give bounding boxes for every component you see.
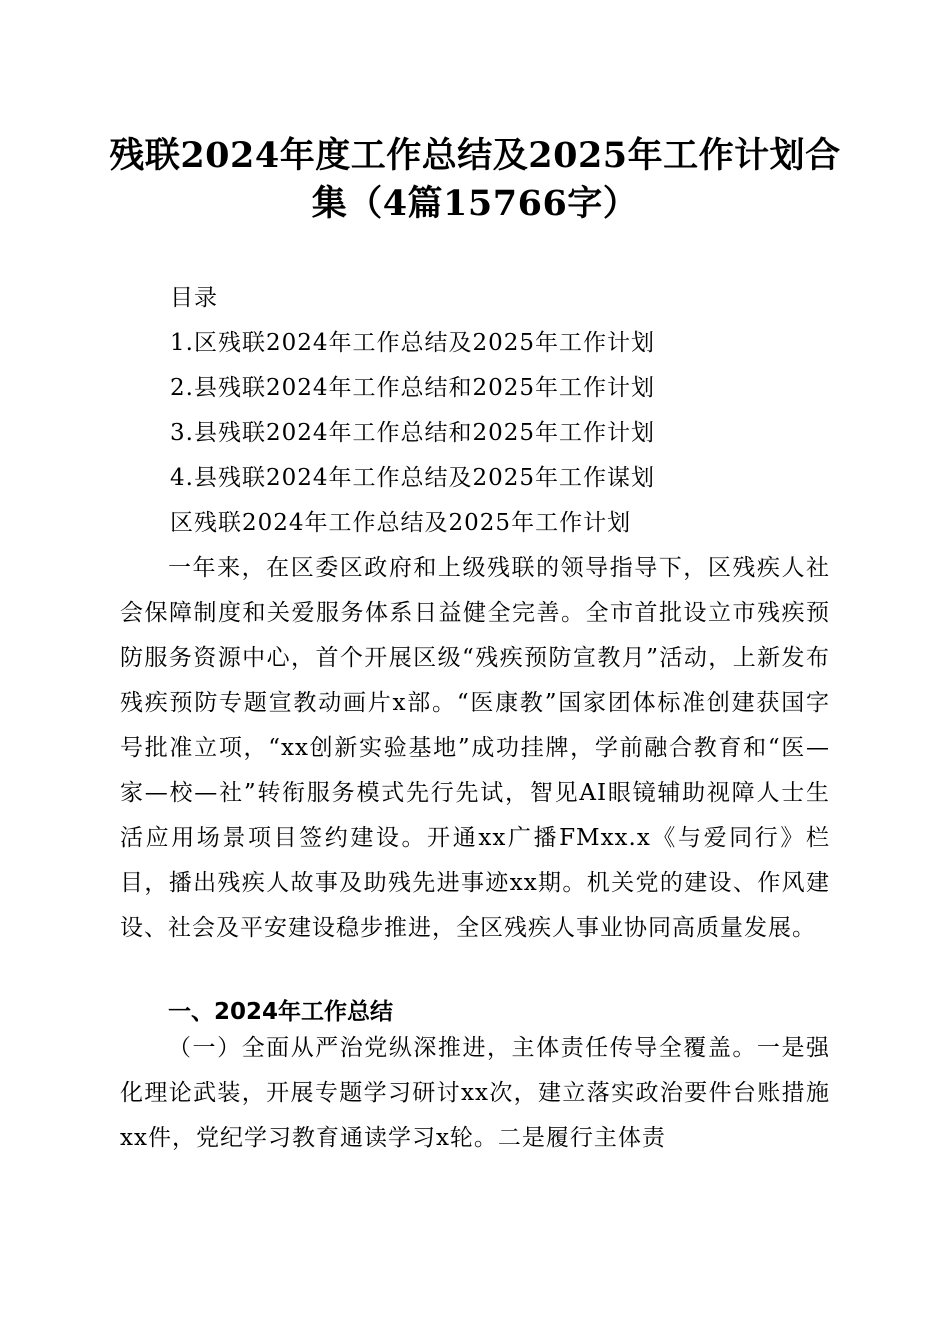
paragraph-party-governance: （一）全面从严治党纵深推进，主体责任传导全覆盖。一是强化理论武装，开展专题学习研讨xx次，建立落实政治要件台账措施xx件，党纪学习教育通读学习x轮。二是履行主体责 [120,1035,830,1151]
intro-paragraph: 一年来，在区委区政府和上级残联的领导指导下，区残疾人社会保障制度和关爱服务体系日益健全完善。全市首批设立市残疾预防服务资源中心，首个开展区级“残疾预防宣教月”活动，上新发布残疾预防专题宣教动画片x部。“医康教”国家团体标准创建获国字号批准立项，“xx创新实验基地”成功挂牌，学前融合教育和“医—家—校—社”转衔服务模式先行先试，智见AI眼镜辅助视障人士生活应用场景项目签约建设。开通xx广播FMxx.x《与爱同行》栏目，播出残疾人故事及助残先进事迹xx期。机关党的建设、作风建设、社会及平安建设稳步推进，全区残疾人事业协同高质量发展。 [120,555,830,941]
heading-work-summary: 一、2024年工作总结 [168,999,394,1025]
toc-item-3: 3.县残联2024年工作总结和2025年工作计划 [170,420,656,446]
toc-heading: 目录 [170,285,218,311]
toc-item-1: 1.区残联2024年工作总结及2025年工作计划 [170,330,656,356]
toc-item-4: 4.县残联2024年工作总结及2025年工作谋划 [170,465,656,491]
section-title: 区残联2024年工作总结及2025年工作计划 [170,510,632,536]
document-title-line-1: 残联2024年度工作总结及2025年工作计划合 [109,135,841,176]
document-title [100,132,850,228]
document-title-line-2: 集（4篇15766字） [311,183,639,224]
toc-item-2: 2.县残联2024年工作总结和2025年工作计划 [170,375,656,401]
table-of-contents [170,276,850,546]
